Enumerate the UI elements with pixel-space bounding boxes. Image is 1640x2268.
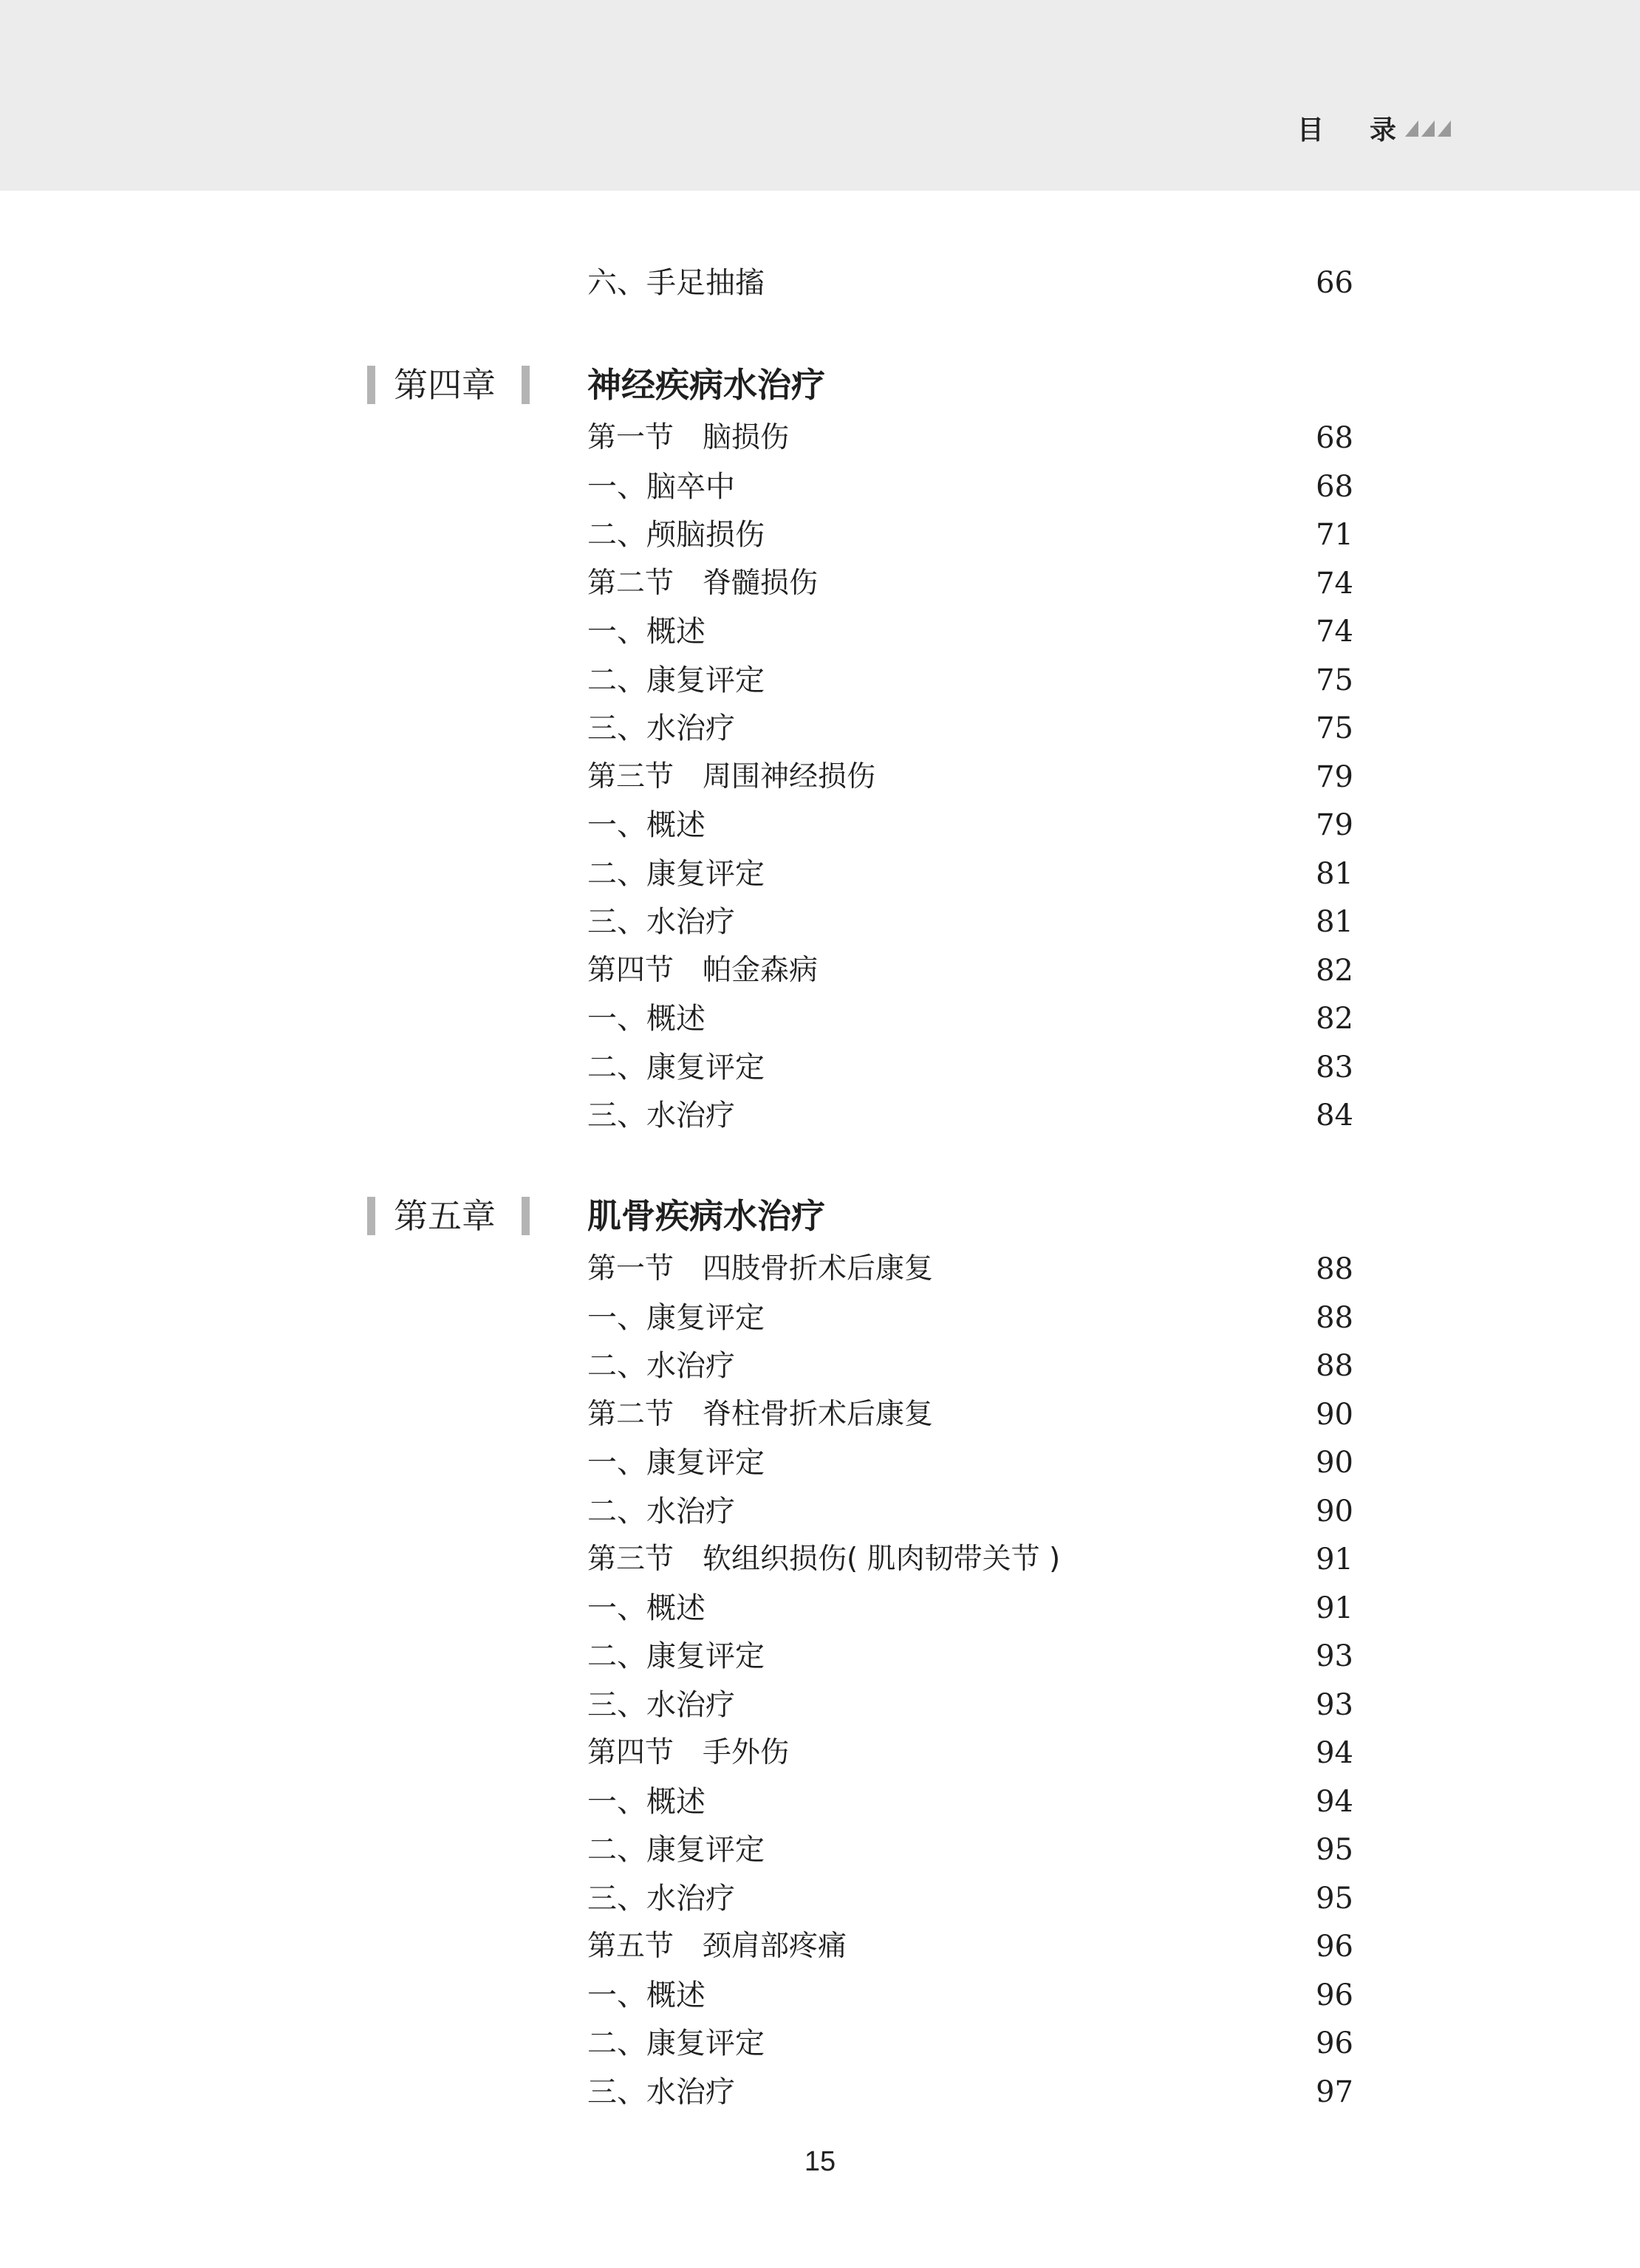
toc-entry-page: 96	[1316, 1978, 1353, 2012]
toc-entry-label: 第一节 脑损伤	[587, 421, 790, 454]
toc-entry-label: 第三节 周围神经损伤	[587, 759, 876, 793]
toc-section-entry[interactable]	[0, 753, 1640, 802]
toc-section-entry[interactable]	[0, 414, 1640, 462]
toc-section-entry[interactable]	[0, 1245, 1640, 1294]
chapter-number: 第五章	[394, 1196, 496, 1236]
toc-entry[interactable]	[0, 2068, 1640, 2117]
toc-entry-label: 一、概述	[587, 808, 705, 842]
toc-entry-label: 一、概述	[587, 1784, 705, 1819]
toc-section-entry[interactable]	[0, 1390, 1640, 1439]
triangle-icon	[1438, 120, 1451, 137]
toc-entry-page: 68	[1316, 421, 1353, 455]
toc-entry-page: 71	[1316, 518, 1353, 552]
toc-entry-page: 75	[1316, 663, 1353, 697]
toc-section-entry[interactable]	[0, 559, 1640, 608]
toc-entry-label: 二、康复评定	[587, 1833, 765, 1867]
toc-entry-page: 96	[1316, 1930, 1353, 1964]
chapter-marker-bar	[367, 366, 375, 404]
toc-entry-page: 66	[1316, 266, 1353, 300]
toc-entry[interactable]	[0, 1294, 1640, 1342]
toc-entry-label: 二、康复评定	[587, 663, 765, 697]
chapter-marker-bar	[367, 1197, 375, 1235]
toc-entry-label: 二、康复评定	[587, 1639, 765, 1673]
toc-entry-page: 84	[1316, 1099, 1353, 1133]
toc-entry-label: 三、水治疗	[587, 905, 735, 939]
toc-entry-page: 74	[1316, 615, 1353, 649]
toc-entry-page: 93	[1316, 1639, 1353, 1673]
toc-entry-page: 88	[1316, 1252, 1353, 1286]
toc-entry-label: 二、颅脑损伤	[587, 518, 765, 552]
triangle-icon	[1421, 120, 1435, 137]
toc-entry-label: 一、概述	[587, 1002, 705, 1036]
toc-entry-page: 90	[1316, 1446, 1353, 1480]
chapter-heading[interactable]	[0, 1189, 1640, 1246]
toc-entry[interactable]	[0, 704, 1640, 753]
toc-entry-label: 二、康复评定	[587, 1050, 765, 1085]
chapter-number: 第四章	[394, 365, 496, 405]
page-number: 15	[804, 2146, 836, 2177]
toc-entry[interactable]	[0, 850, 1640, 898]
toc-entry-label: 第五节 颈肩部疼痛	[587, 1930, 847, 1963]
running-header	[1297, 109, 1451, 147]
toc-entry-page: 88	[1316, 1349, 1353, 1383]
toc-entry-label: 二、水治疗	[587, 1494, 735, 1528]
toc-entry-label: 六、手足抽搐	[587, 266, 765, 300]
toc-entry-page: 90	[1316, 1494, 1353, 1528]
toc-entry[interactable]	[0, 1777, 1640, 1826]
toc-entry[interactable]	[0, 1681, 1640, 1729]
toc-section-entry[interactable]	[0, 946, 1640, 995]
triangle-arrows-icon	[1405, 120, 1451, 137]
toc-entry-page: 94	[1316, 1736, 1353, 1770]
toc-entry-page: 82	[1316, 953, 1353, 988]
toc-entry-label: 三、水治疗	[587, 711, 735, 745]
toc-section-entry[interactable]	[0, 1922, 1640, 1971]
triangle-icon	[1405, 120, 1418, 137]
chapter-marker-bar	[522, 366, 530, 404]
toc-entry[interactable]	[0, 1043, 1640, 1092]
toc-entry[interactable]	[0, 1632, 1640, 1681]
toc-entry-page: 95	[1316, 1833, 1353, 1867]
chapter-marker-bar	[522, 1197, 530, 1235]
toc-entry-label: 一、康复评定	[587, 1300, 765, 1335]
toc-entry-label: 第一节 四肢骨折术后康复	[587, 1252, 934, 1285]
toc-entry-label: 一、脑卒中	[587, 469, 735, 504]
toc-entry[interactable]	[0, 898, 1640, 946]
toc-entry[interactable]	[0, 801, 1640, 850]
toc-entry-label: 一、康复评定	[587, 1446, 765, 1480]
toc-entry-label: 第四节 帕金森病	[587, 953, 819, 987]
toc-entry[interactable]	[0, 1874, 1640, 1923]
toc-entry-label: 三、水治疗	[587, 1687, 735, 1722]
toc-entry-page: 79	[1316, 808, 1353, 842]
toc-entry-label: 二、水治疗	[587, 1349, 735, 1383]
chapter-title: 神经疾病水治疗	[587, 365, 825, 405]
toc-entry[interactable]	[0, 1342, 1640, 1390]
toc-entry[interactable]	[0, 656, 1640, 705]
toc-entry-page: 81	[1316, 905, 1353, 939]
toc-entry-page: 95	[1316, 1881, 1353, 1916]
toc-entry-label: 二、康复评定	[587, 856, 765, 891]
toc-entry-page: 91	[1316, 1591, 1353, 1625]
toc-section-entry[interactable]	[0, 1535, 1640, 1584]
toc-entry[interactable]	[0, 1091, 1640, 1140]
toc-entry-label: 第四节 手外伤	[587, 1736, 790, 1769]
toc-entry-label: 三、水治疗	[587, 1881, 735, 1916]
toc-entry-page: 93	[1316, 1687, 1353, 1722]
toc-entry-label: 第二节 脊髓损伤	[587, 566, 819, 600]
toc-entry-page: 75	[1316, 711, 1353, 745]
toc-entry-page: 74	[1316, 566, 1353, 601]
toc-entry[interactable]	[0, 607, 1640, 656]
toc-entry-page: 81	[1316, 856, 1353, 891]
toc-entry[interactable]	[0, 1438, 1640, 1487]
toc-entry-page: 94	[1316, 1784, 1353, 1819]
chapter-title: 肌骨疾病水治疗	[587, 1196, 825, 1236]
toc-entry-label: 一、概述	[587, 1591, 705, 1625]
toc-entry[interactable]	[0, 1971, 1640, 2020]
header-title-char-1: 目	[1297, 115, 1325, 146]
toc-entry-page: 97	[1316, 2074, 1353, 2109]
toc-entry[interactable]	[0, 1487, 1640, 1536]
toc-entry-page: 82	[1316, 1002, 1353, 1036]
toc-entry-label: 第三节 软组织损伤( 肌肉韧带关节 )	[587, 1543, 1061, 1576]
toc-entry-page: 68	[1316, 469, 1353, 504]
toc-section-entry[interactable]	[0, 1729, 1640, 1777]
toc-entry[interactable]	[0, 1584, 1640, 1633]
toc-entry-page: 83	[1316, 1050, 1353, 1085]
chapter-heading[interactable]	[0, 358, 1640, 414]
toc-entry-page: 79	[1316, 759, 1353, 794]
toc-entry-label: 三、水治疗	[587, 1099, 735, 1133]
toc-entry-label: 三、水治疗	[587, 2074, 735, 2109]
toc-entry[interactable]	[0, 1825, 1640, 1874]
toc-entry-label: 第二节 脊柱骨折术后康复	[587, 1397, 934, 1431]
toc-entry-label: 一、概述	[587, 615, 705, 649]
header-title-char-2: 录	[1370, 115, 1397, 146]
toc-entry-page: 91	[1316, 1543, 1353, 1577]
toc-entry-page: 88	[1316, 1300, 1353, 1335]
toc-entry-page: 90	[1316, 1397, 1353, 1432]
toc-entry-label: 二、康复评定	[587, 2026, 765, 2060]
toc-entry[interactable]	[0, 259, 1640, 307]
header-band	[0, 0, 1640, 191]
toc-entry[interactable]	[0, 510, 1640, 559]
toc-entry[interactable]	[0, 994, 1640, 1043]
toc-entry[interactable]	[0, 2019, 1640, 2068]
toc-entry-page: 96	[1316, 2026, 1353, 2060]
toc-entry[interactable]	[0, 462, 1640, 511]
toc-entry-label: 一、概述	[587, 1978, 705, 2012]
